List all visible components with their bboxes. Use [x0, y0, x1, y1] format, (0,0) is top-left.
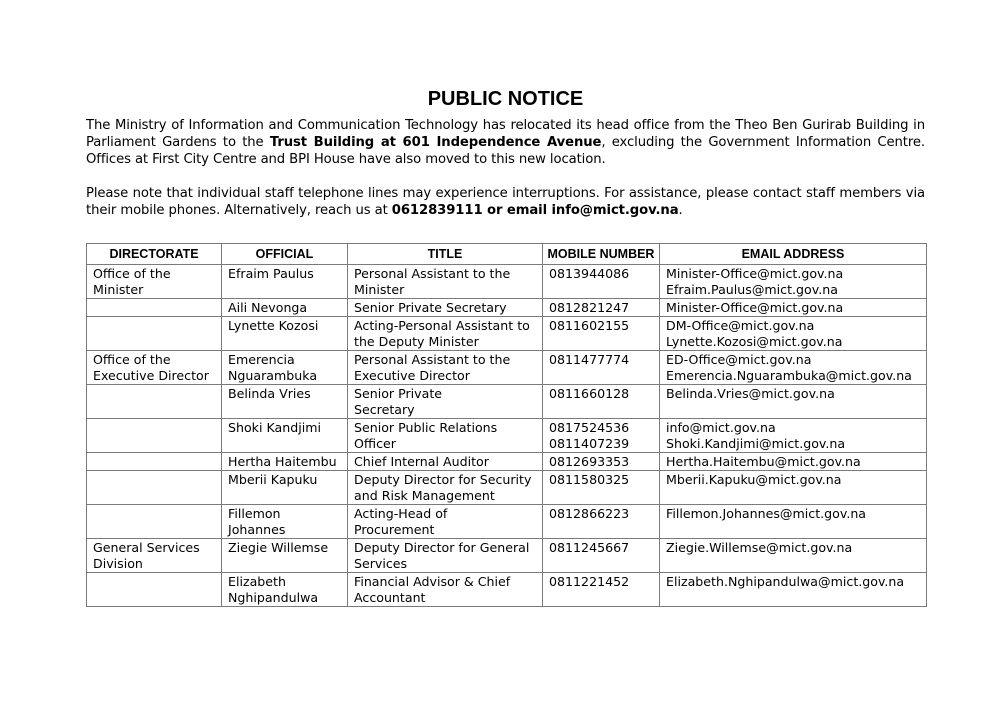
cell-title-line: Minister — [354, 282, 405, 297]
cell-email-address-line: Efraim.Paulus@mict.gov.na — [666, 282, 838, 297]
table-row — [87, 471, 927, 505]
table-row — [87, 385, 927, 419]
cell-mobile-number-line: 0811602155 — [549, 318, 630, 333]
cell-official — [222, 299, 348, 317]
cell-title-line: Personal Assistant to the — [354, 352, 511, 367]
cell-official-line: Aili Nevonga — [228, 300, 308, 315]
cell-title-line: Executive Director — [354, 368, 470, 383]
cell-directorate — [87, 317, 222, 351]
cell-mobile-number — [543, 317, 660, 351]
cell-email-address-line: Mberii.Kapuku@mict.gov.na — [666, 472, 842, 487]
cell-title-line: Acting-Head of — [354, 506, 448, 521]
cell-email-address — [660, 471, 927, 505]
cell-official-line: Hertha Haitembu — [228, 454, 337, 469]
cell-title-line: Financial Advisor & Chief — [354, 574, 511, 589]
cell-title-line: Acting-Personal Assistant to — [354, 318, 530, 333]
cell-directorate — [87, 539, 222, 573]
contact-details: 0612839111 or email info@mict.gov.na — [391, 203, 679, 218]
cell-official-line: Efraim Paulus — [228, 266, 314, 281]
cell-title-line: Accountant — [354, 590, 426, 605]
cell-email-address-line: Emerencia.Nguarambuka@mict.gov.na — [666, 368, 912, 383]
cell-official-line: Ziegie Willemse — [228, 540, 329, 555]
relocation-paragraph — [86, 117, 925, 168]
cell-title-line: Senior Private Secretary — [354, 300, 507, 315]
cell-directorate — [87, 419, 222, 453]
cell-email-address — [660, 299, 927, 317]
cell-mobile-number — [543, 419, 660, 453]
cell-directorate-line: Division — [93, 556, 143, 571]
cell-email-address-line: Lynette.Kozosi@mict.gov.na — [666, 334, 843, 349]
cell-directorate-line: Office of the — [93, 266, 171, 281]
cell-mobile-number-line: 0812693353 — [549, 454, 630, 469]
cell-title-line: Procurement — [354, 522, 435, 537]
cell-title-line: Senior Public Relations — [354, 420, 498, 435]
cell-directorate — [87, 351, 222, 385]
cell-mobile-number — [543, 573, 660, 607]
cell-title-line: Secretary — [354, 402, 415, 417]
cell-email-address-line: Hertha.Haitembu@mict.gov.na — [666, 454, 861, 469]
cell-official — [222, 471, 348, 505]
cell-mobile-number-line: 0811660128 — [549, 386, 630, 401]
cell-email-address-line: Fillemon.Johannes@mict.gov.na — [666, 506, 867, 521]
cell-mobile-number — [543, 351, 660, 385]
para1-text-a: The Ministry of Information and Communication Technology has relocated its head office from the Theo Ben Gurirab Building in Parliament Gardens to the — [86, 118, 925, 150]
cell-official — [222, 265, 348, 299]
cell-title-line: Personal Assistant to the — [354, 266, 511, 281]
cell-directorate-line: Office of the — [93, 352, 171, 367]
cell-mobile-number — [543, 453, 660, 471]
cell-mobile-number — [543, 505, 660, 539]
table-row — [87, 419, 927, 453]
cell-email-address-line: info@mict.gov.na — [666, 420, 776, 435]
cell-directorate — [87, 471, 222, 505]
cell-title — [348, 299, 543, 317]
para2-text-b: . — [678, 203, 683, 218]
new-address: Trust Building at 601 Independence Avenue — [269, 135, 602, 150]
cell-title — [348, 471, 543, 505]
cell-official-line: Elizabeth — [228, 574, 286, 589]
cell-mobile-number-line: 0812866223 — [549, 506, 630, 521]
cell-directorate-line: Executive Director — [93, 368, 209, 383]
cell-directorate-line: General Services — [93, 540, 200, 555]
cell-mobile-number — [543, 385, 660, 419]
cell-email-address — [660, 385, 927, 419]
cell-official — [222, 453, 348, 471]
cell-mobile-number-line: 0811477774 — [549, 352, 630, 367]
cell-email-address — [660, 351, 927, 385]
cell-title — [348, 505, 543, 539]
cell-mobile-number-line: 0817524536 — [549, 420, 630, 435]
cell-official-line: Shoki Kandjimi — [228, 420, 321, 435]
cell-mobile-number-line: 0811221452 — [549, 574, 630, 589]
cell-directorate — [87, 299, 222, 317]
contact-paragraph — [86, 185, 925, 219]
cell-official-line: Fillemon — [228, 506, 281, 521]
cell-directorate — [87, 505, 222, 539]
header-mobile-number: MOBILE NUMBER — [543, 244, 660, 265]
cell-email-address-line: Shoki.Kandjimi@mict.gov.na — [666, 436, 846, 451]
cell-email-address-line: Belinda.Vries@mict.gov.na — [666, 386, 835, 401]
cell-email-address-line: Ziegie.Willemse@mict.gov.na — [666, 540, 853, 555]
table-row — [87, 505, 927, 539]
cell-email-address — [660, 453, 927, 471]
cell-official — [222, 539, 348, 573]
para2-text-a: Please note that individual staff telephone lines may experience interruptions. For assistance, please contact staff members via their mobile phones. Alternatively, reach us at — [86, 186, 925, 218]
header-directorate: DIRECTORATE — [87, 244, 222, 265]
cell-mobile-number — [543, 539, 660, 573]
cell-title — [348, 317, 543, 351]
cell-email-address-line: DM-Office@mict.gov.na — [666, 318, 815, 333]
cell-title-line: Officer — [354, 436, 396, 451]
cell-title — [348, 351, 543, 385]
cell-mobile-number-line: 0811407239 — [549, 436, 630, 451]
cell-official-line: Belinda Vries — [228, 386, 311, 401]
cell-directorate — [87, 573, 222, 607]
cell-directorate — [87, 453, 222, 471]
cell-email-address — [660, 265, 927, 299]
cell-official — [222, 317, 348, 351]
cell-mobile-number — [543, 265, 660, 299]
cell-title — [348, 265, 543, 299]
cell-mobile-number — [543, 299, 660, 317]
notice-title: PUBLIC NOTICE — [427, 88, 584, 110]
cell-title — [348, 539, 543, 573]
cell-title — [348, 419, 543, 453]
cell-title-line: Chief Internal Auditor — [354, 454, 489, 469]
table-row — [87, 453, 927, 471]
cell-title-line: the Deputy Minister — [354, 334, 479, 349]
cell-title — [348, 573, 543, 607]
cell-email-address — [660, 505, 927, 539]
cell-title-line: and Risk Management — [354, 488, 495, 503]
table-header-row — [87, 244, 927, 265]
notice-body — [86, 86, 925, 219]
table-row — [87, 539, 927, 573]
cell-email-address — [660, 317, 927, 351]
cell-official-line: Johannes — [228, 522, 286, 537]
cell-mobile-number — [543, 471, 660, 505]
cell-official — [222, 385, 348, 419]
cell-official-line: Lynette Kozosi — [228, 318, 319, 333]
table-row — [87, 265, 927, 299]
cell-email-address-line: ED-Office@mict.gov.na — [666, 352, 812, 367]
cell-title — [348, 453, 543, 471]
cell-email-address — [660, 573, 927, 607]
cell-email-address — [660, 419, 927, 453]
cell-email-address — [660, 539, 927, 573]
cell-directorate — [87, 385, 222, 419]
cell-title-line: Deputy Director for Security — [354, 472, 532, 487]
cell-official-line: Nghipandulwa — [228, 590, 319, 605]
cell-official — [222, 351, 348, 385]
cell-official-line: Nguarambuka — [228, 368, 318, 383]
cell-mobile-number-line: 0812821247 — [549, 300, 630, 315]
cell-email-address-line: Minister-Office@mict.gov.na — [666, 266, 844, 281]
cell-title-line: Deputy Director for General — [354, 540, 530, 555]
header-email-address: EMAIL ADDRESS — [660, 244, 927, 265]
table-row — [87, 573, 927, 607]
cell-title-line: Services — [354, 556, 408, 571]
cell-official-line: Emerencia — [228, 352, 295, 367]
cell-directorate — [87, 265, 222, 299]
cell-official — [222, 573, 348, 607]
cell-title-line: Senior Private — [354, 386, 443, 401]
cell-mobile-number-line: 0813944086 — [549, 266, 630, 281]
table-row — [87, 317, 927, 351]
cell-directorate-line: Minister — [93, 282, 144, 297]
cell-mobile-number-line: 0811245667 — [549, 540, 630, 555]
cell-official — [222, 505, 348, 539]
table-body — [87, 265, 927, 607]
cell-email-address-line: Minister-Office@mict.gov.na — [666, 300, 844, 315]
cell-mobile-number-line: 0811580325 — [549, 472, 630, 487]
cell-email-address-line: Elizabeth.Nghipandulwa@mict.gov.na — [666, 574, 905, 589]
staff-contact-table — [86, 243, 927, 607]
cell-official-line: Mberii Kapuku — [228, 472, 318, 487]
cell-official — [222, 419, 348, 453]
cell-title — [348, 385, 543, 419]
table-row — [87, 299, 927, 317]
para1-text-b: , excluding the Government Information Centre. Offices at First City Centre and BPI House have also moved to this new location. — [86, 135, 925, 167]
header-title: TITLE — [348, 244, 543, 265]
header-official: OFFICIAL — [222, 244, 348, 265]
table-row — [87, 351, 927, 385]
